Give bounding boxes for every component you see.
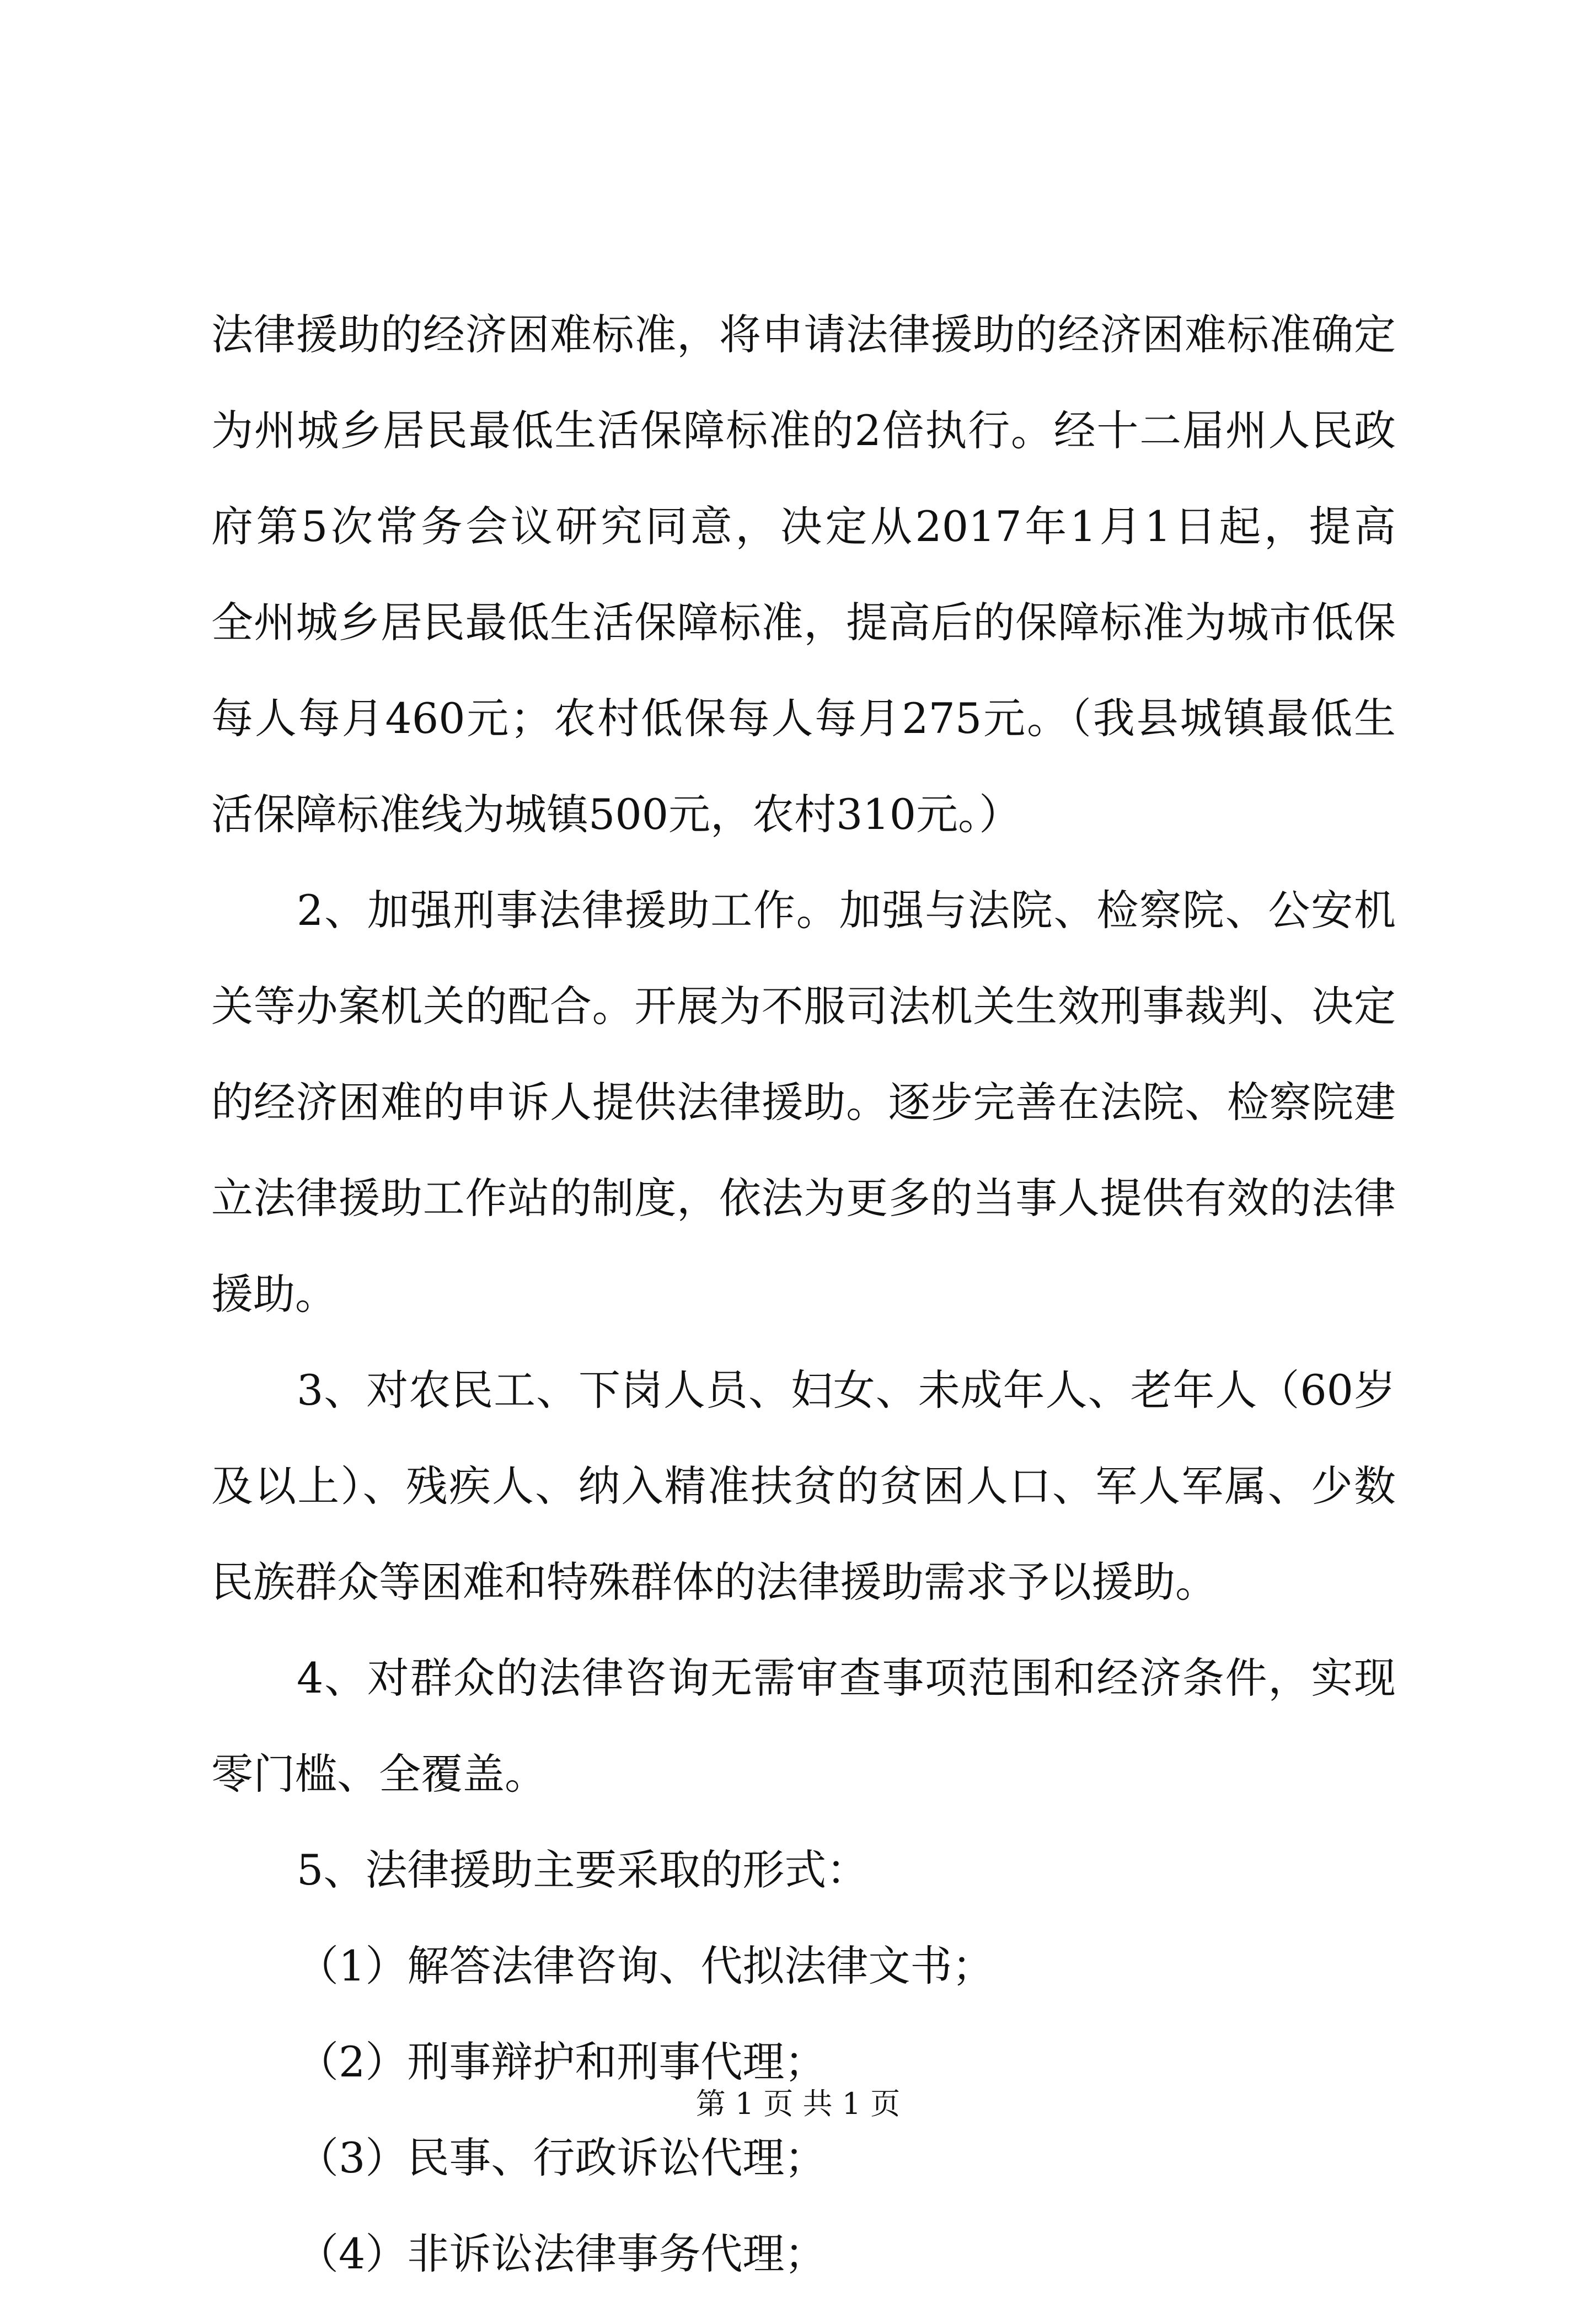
- list-item: （1）解答法律咨询、代拟法律文书；: [297, 1941, 994, 1990]
- text-line: 每人每月460元；农村低保每人每月275元。（我县城镇最低生: [211, 694, 1396, 743]
- text-line: 的经济困难的申诉人提供法律援助。逐步完善在法院、检察院建: [211, 1078, 1396, 1127]
- text-line: 府第5次常务会议研究同意，决定从2017年1月1日起，提高: [211, 502, 1396, 551]
- text-line: 及以上）、残疾人、纳入精准扶贫的贫困人口、军人军属、少数: [211, 1461, 1396, 1511]
- text-line: 零门槛、全覆盖。: [211, 1749, 547, 1798]
- list-item: （3）民事、行政诉讼代理；: [297, 2133, 827, 2182]
- text-line: 民族群众等困难和特殊群体的法律援助需求予以援助。: [211, 1557, 1217, 1607]
- text-line: 援助。: [211, 1270, 337, 1319]
- text-line: 3、对农民工、下岗人员、妇女、未成年人、老年人（60岁: [297, 1366, 1396, 1415]
- text-line: 2、加强刑事法律援助工作。加强与法院、检察院、公安机: [297, 886, 1396, 935]
- text-line: 全州城乡居民最低生活保障标准，提高后的保障标准为城市低保: [211, 598, 1396, 647]
- list-item: （2）刑事辩护和刑事代理；: [297, 2037, 827, 2086]
- text-line: 5、法律援助主要采取的形式：: [297, 1845, 869, 1894]
- text-line: 立法律援助工作站的制度，依法为更多的当事人提供有效的法律: [211, 1174, 1396, 1223]
- text-line: 为州城乡居民最低生活保障标准的2倍执行。经十二届州人民政: [211, 406, 1396, 455]
- text-line: 活保障标准线为城镇500元，农村310元。）: [211, 790, 1021, 839]
- text-line: 4、对群众的法律咨询无需审查事项范围和经济条件，实现: [297, 1653, 1396, 1703]
- text-line: 法律援助的经济困难标准，将申请法律援助的经济困难标准确定: [211, 310, 1396, 359]
- page-number-footer: 第 1 页 共 1 页: [695, 2086, 901, 2121]
- text-line: 关等办案机关的配合。开展为不服司法机关生效刑事裁判、决定: [211, 982, 1396, 1031]
- list-item: （4）非诉讼法律事务代理；: [297, 2229, 827, 2278]
- document-body: [211, 287, 1396, 2302]
